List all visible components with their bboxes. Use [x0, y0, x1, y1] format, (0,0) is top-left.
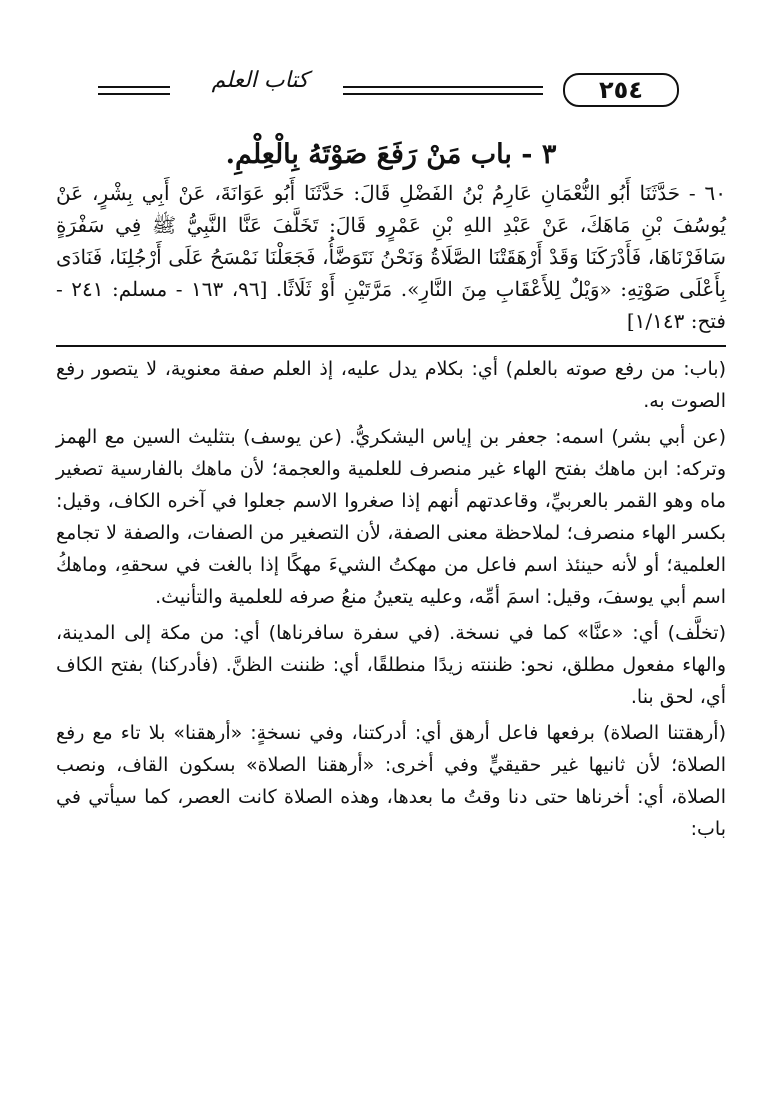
commentary-paragraph: (تخلَّف) أي: «عنَّا» كما في نسخة. (في سفرة سافرناها) أي: من مكة إلى المدينة، والهاء مفعول مطلق، نحو: ظننته زيدًا منطلقًا، أي: ظننت الظنَّ. (فأدركنا) بفتح الكاف أي، لحق بنا. — [56, 622, 726, 708]
commentary-paragraph: (أرهقتنا الصلاة) برفعها فاعل أرهق أي: أدركتنا، وفي نسخةٍ: «أرهقنا» بلا تاء مع رفع الصلاة؛ لأن ثانيها غير حقيقيٍّ وفي أخرى: «أرهقنا الصلاة» بسكون القاف، ونصب الصلاة، أي: أخرناها حتى دنا وقتُ ما بعدها، وهذه الصلاة كانت العصر، كما سيأتي في باب: — [56, 722, 726, 840]
section-separator — [56, 345, 726, 347]
hadith-text: ٦٠ - حَدَّثَنَا أَبُو النُّعْمَانِ عَارِمُ بْنُ الفَضْلِ قَالَ: حَدَّثَنَا أَبُو عَوَانَةَ، عَنْ أَبِي بِشْرٍ، عَنْ يُوسُفَ بْنِ مَاهَكَ، عَنْ عَبْدِ اللهِ بْنِ عَمْرٍو قَالَ: تَخَلَّفَ عَنَّا النَّبِيُّ ﷺ فِي سَفْرَةٍ سَافَرْنَاهَا، فَأَدْرَكَنَا وَقَدْ أَرْهَقَتْنَا الصَّلَاةُ وَنَحْنُ نَتَوَضَّأُ، فَجَعَلْنَا نَمْسَحُ عَلَى أَرْجُلِنَا، فَنَادَى بِأَعْلَى صَوْتِهِ: «وَيْلٌ لِلأَعْقَابِ مِنَ النَّارِ». مَرَّتَيْنِ أَوْ ثَلَاثًا. [٩٦، ١٦٣ - مسلم: ٢٤١ - فتح: ١/١٤٣] — [56, 181, 726, 333]
page-number: ٢٥٤ — [563, 73, 679, 107]
header-rule-left — [98, 86, 170, 95]
chapter-title: ٣ - باب مَنْ رَفَعَ صَوْتَهُ بِالْعِلْمِ. — [225, 139, 557, 170]
book-title: كتاب العلم — [211, 68, 309, 93]
header-rule-middle — [343, 86, 543, 95]
commentary-paragraph: (باب: من رفع صوته بالعلم) أي: بكلام يدل عليه، إذ العلم صفة معنوية، لا يتصور رفع الصوت به. — [56, 358, 726, 412]
commentary-paragraph: (عن أبي بشر) اسمه: جعفر بن إياس اليشكريُّ. (عن يوسف) بتثليث السين مع الهمز وتركه: ابن ماهك بفتح الهاء غير منصرف للعلمية والعجمة؛ لأن ماهك بالفارسية تصغير ماه وهو القمر بالعربيِّ، وقاعدتهم أنهم إذا صغروا الاسم جعلوا في آخره الكاف، وقيل: بكسر الهاء منصرف؛ لملاحظة معنى الصفة، لأن التصغير من الصفات، والصفة لا تجامع العلمية؛ أو لأنه حينئذ اسم فاعل من مهكتُ الشيءَ مهكًا إذا بالغت في سحقهِ، وماهكُ اسم أبي يوسفَ، وقيل: اسمَ أمِّه، وعليه يتعينُ منعُ صرفه للعلمية والتأنيث. — [56, 426, 726, 608]
running-header — [98, 60, 708, 110]
page-content — [56, 133, 726, 845]
